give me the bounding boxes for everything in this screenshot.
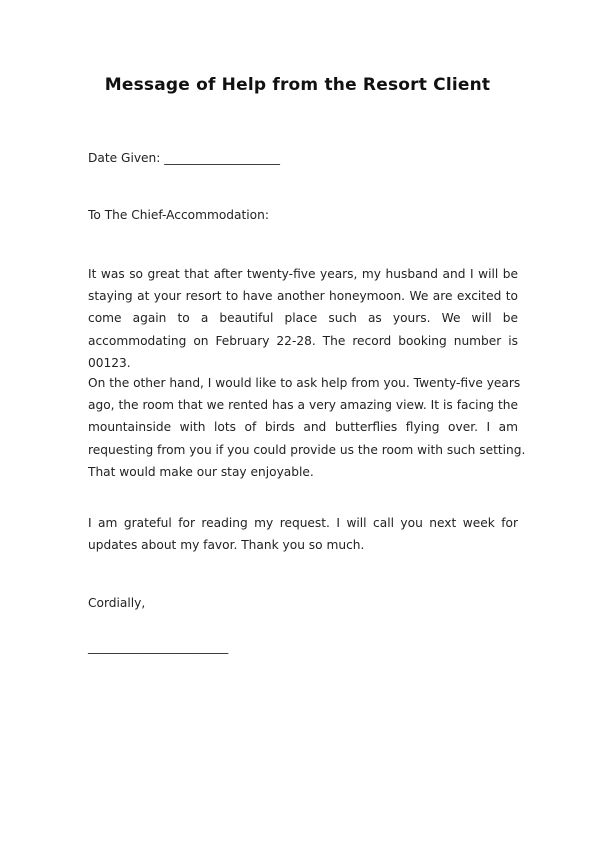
paragraph-line: mountainside with lots of birds and butterflies flying over. I am [88, 420, 518, 435]
body-paragraph-3 [88, 512, 518, 556]
paragraph-line: 00123. [88, 355, 131, 370]
paragraph-line: come again to a beautiful place such as yours. We will be [88, 311, 518, 326]
date-given-line: Date Given: ___________________ [88, 151, 281, 165]
paragraph-line: requesting from you if you could provide us the room with such setting. [88, 442, 526, 457]
paragraph-line: I am grateful for reading my request. I will call you next week for [88, 516, 518, 530]
paragraph-line: It was so great that after twenty-five years, my husband and I will be [88, 267, 518, 281]
paragraph-line: That would make our stay enjoyable. [88, 464, 314, 479]
body-paragraph-2 [88, 372, 526, 483]
body-paragraph-1 [88, 263, 518, 374]
letter-title: Message of Help from the Resort Client [104, 75, 491, 95]
paragraph-line: On the other hand, I would like to ask help from you. Twenty-five years [88, 376, 521, 390]
paragraph-line: ago, the room that we rented has a very amazing view. It is facing the [88, 398, 518, 413]
signature-line: _______________________ [88, 640, 229, 654]
paragraph-line: accommodating on February 22-28. The record booking number is [88, 333, 518, 348]
closing: Cordially, [88, 596, 146, 610]
salutation: To The Chief-Accommodation: [88, 208, 269, 222]
paragraph-line: updates about my favor. Thank you so much. [88, 538, 365, 553]
paragraph-line: staying at your resort to have another honeymoon. We are excited to [88, 289, 518, 304]
